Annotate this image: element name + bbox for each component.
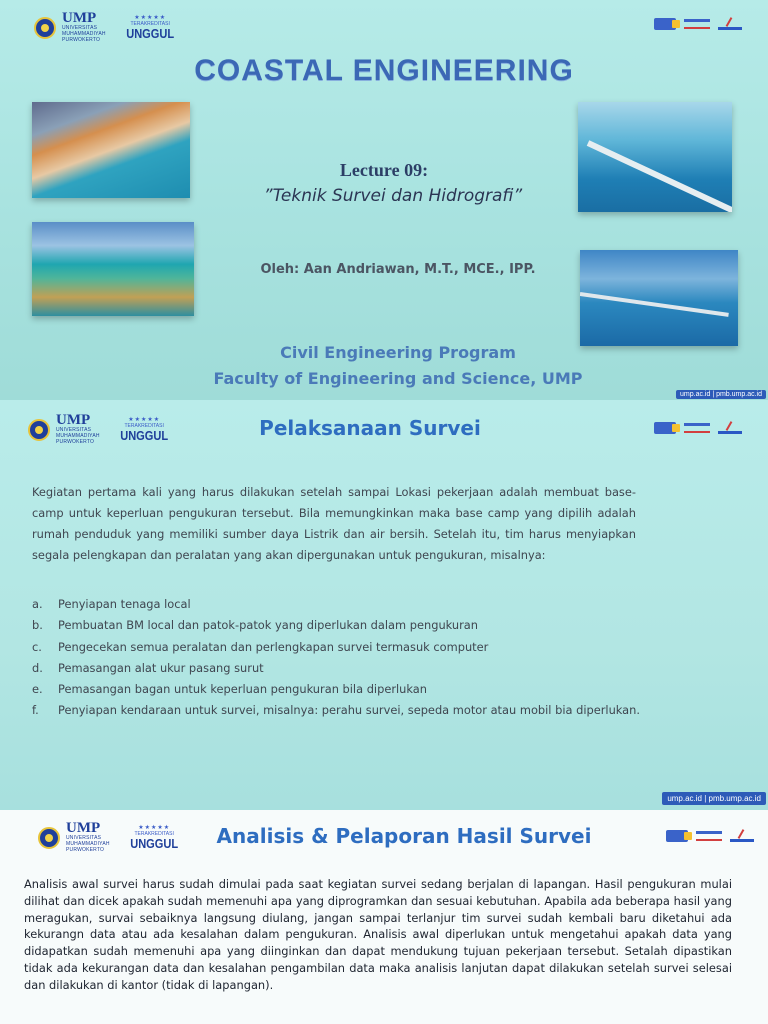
ump-wordmark: UMP (62, 10, 97, 26)
list-text: Pengecekan semua peralatan dan perlengkapan survei termasuk computer (58, 639, 489, 654)
ump-emblem-icon (34, 17, 56, 39)
faculty-name: Faculty of Engineering and Science, UMP (213, 369, 583, 388)
intro-paragraph: Kegiatan pertama kali yang harus dilakukan setelah sampai Lokasi pekerjaan adalah membuat base-camp untuk keperluan pengukuran tersebut. Bila memungkinkan maka base camp yang dipilih adalah rumah penduduk yang memiliki sumber daya Listrik dan air bersih. Setelah itu, tim harus menyiapkan segala pelengkapan dan peralatan yang akan dipergunakan untuk pengukuran, misalnya: (32, 485, 636, 562)
ump-subtext: UNIVERSITAS MUHAMMADIYAH PURWOKERTO (56, 427, 100, 445)
list-text: Penyiapan kendaraan untuk survei, misalnya: perahu survei, sepeda motor atau mobil bia diperlukan. (58, 703, 641, 718)
unggul-badge (122, 15, 178, 40)
slide-title-page (0, 0, 768, 400)
partner-logo-1-icon (654, 18, 676, 30)
slide-title: Analisis & Pelaporan Hasil Survei (216, 824, 592, 848)
course-title: COASTAL ENGINEERING (194, 54, 574, 87)
preparation-list (32, 594, 642, 722)
photo-beach (32, 102, 190, 198)
ump-logo (34, 12, 178, 43)
partner-logos (654, 18, 742, 30)
list-text: Pemasangan alat ukur pasang surut (58, 660, 264, 675)
list-marker: b. (32, 618, 43, 633)
ump-wordmark: UMP (66, 820, 101, 836)
lecture-subtitle: ”Teknik Survei dan Hidrografi” (263, 186, 523, 206)
unggul-tag: TERAKREDITASI (130, 21, 170, 27)
lecture-number: Lecture 09: (339, 160, 429, 180)
ump-wordmark: UMP (56, 412, 91, 428)
footer-url: ump.ac.id | pmb.ump.ac.id (662, 792, 766, 805)
unggul-tag: TERAKREDITASI (124, 423, 164, 429)
footer-url: ump.ac.id | pmb.ump.ac.id (676, 390, 766, 399)
unggul-tag: TERAKREDITASI (134, 831, 174, 837)
stars-icon: ★★★★★ (134, 15, 167, 21)
list-marker: c. (32, 639, 42, 654)
ump-subtext: UNIVERSITAS MUHAMMADIYAH PURWOKERTO (62, 25, 106, 43)
unggul-word: UNGGUL (126, 26, 175, 41)
list-marker: e. (32, 682, 43, 697)
list-text: Pemasangan bagan untuk keperluan pengukuran bila diperlukan (58, 682, 427, 697)
list-item (32, 700, 642, 721)
list-item (32, 658, 642, 679)
list-item (32, 679, 642, 700)
slide-title: Pelaksanaan Survei (259, 416, 481, 440)
list-text: Pembuatan BM local dan patok-patok yang diperlukan dalam pengukuran (58, 618, 479, 633)
program-name: Civil Engineering Program (280, 343, 516, 362)
list-item (32, 637, 642, 658)
list-text: Penyiapan tenaga local (58, 597, 191, 611)
unggul-word: UNGGUL (120, 428, 169, 443)
slide-analisis-pelaporan (0, 810, 768, 1024)
partner-logo-3-icon (718, 18, 742, 30)
body-paragraph: Analisis awal survei harus sudah dimulai pada saat kegiatan survei sedang berjalan di lapangan. Hasil pengukuran mulai dilihat dan dicek apakah sudah memenuhi apa yang diprogramkan dan sesuai kebutuhan. Apabila ada beberapa hasil yang meragukan, survai sebaiknya langsung diulang, jangan sampai terlanjur tim survei sudah kembali baru diketahui ada kekurangn data atau ada kesalahan dalam pengukuran. Analisis awal diperlukan untuk mengetahui apakah data yang didapatkan sudah memenuhi apa yang diinginkan dan dapat mendukung tujuan pekerjaan tersebut. Setalah dipastikan tidak ada kekurangan data dan kesalahan pengambilan data maka analisis lanjutan dapat dilakukan setelah survei selesai dan dilakukan di kantor (tidak di lapangan). (24, 877, 732, 992)
author: Oleh: Aan Andriawan, M.T., MCE., IPP. (260, 262, 536, 277)
list-marker: d. (32, 660, 43, 675)
list-item (32, 615, 642, 636)
stars-icon: ★★★★★ (128, 417, 161, 423)
partner-logo-2-icon (684, 19, 710, 29)
stars-icon: ★★★★★ (138, 825, 171, 831)
list-item (32, 594, 642, 615)
unggul-word: UNGGUL (130, 836, 179, 851)
program-block (0, 340, 768, 392)
slide-pelaksanaan-survei (0, 400, 768, 810)
list-marker: f. (32, 703, 39, 718)
ump-subtext: UNIVERSITAS MUHAMMADIYAH PURWOKERTO (66, 835, 110, 853)
list-marker: a. (32, 597, 43, 611)
